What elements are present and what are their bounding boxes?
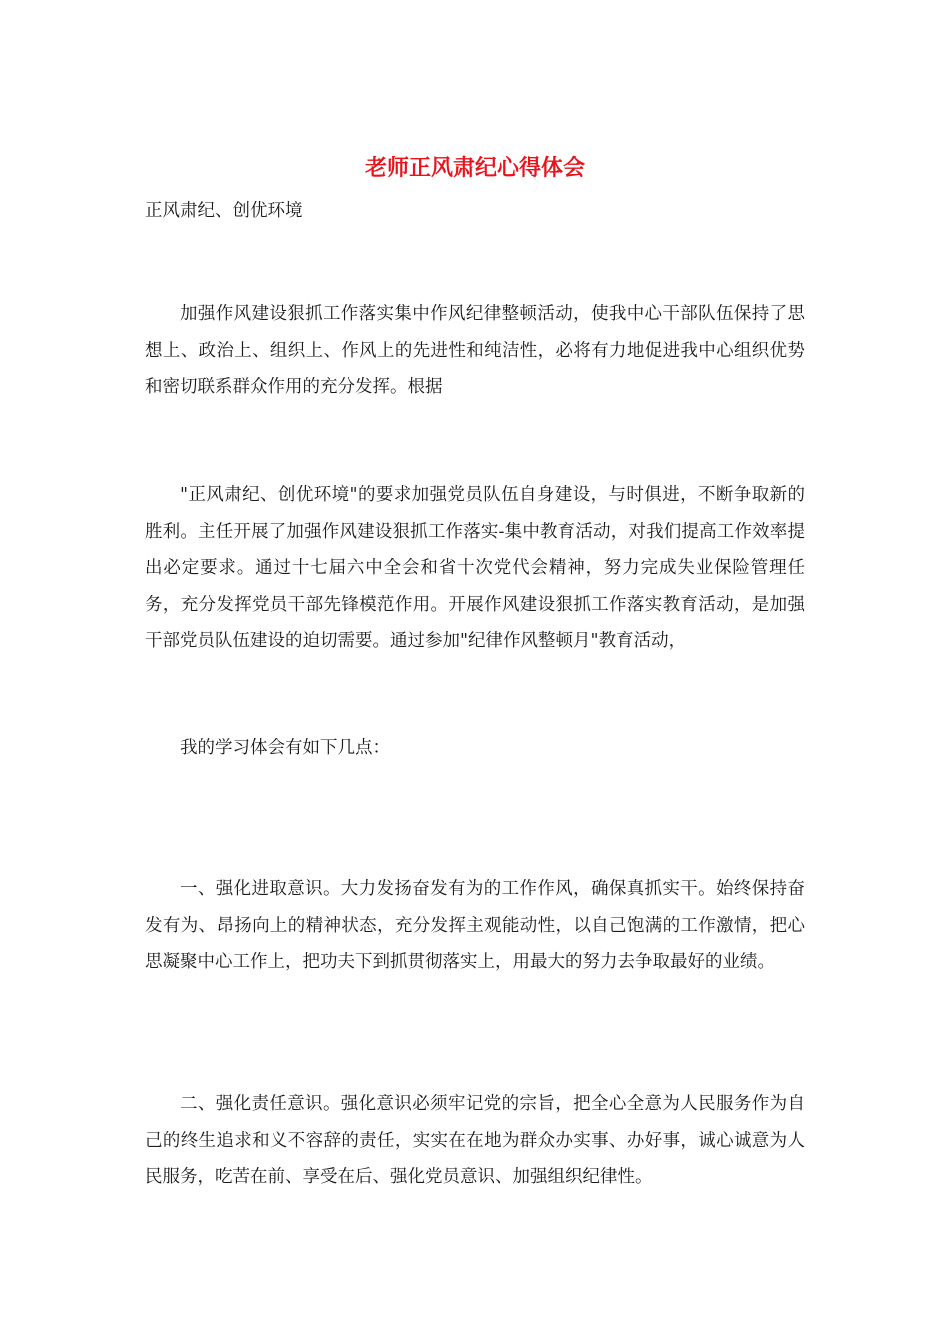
paragraph-requirements: "正风肃纪、创优环境"的要求加强党员队伍自身建设，与时俱进，不断争取新的胜利。主任开展了加强作风建设狠抓工作落实-集中教育活动，对我们提高工作效率提出必定要求。通过十七届六中全会和省十次党代会精神，努力完成失业保险管理任务，充分发挥党员干部先锋模范作用。开展作风建设狠抓工作落实教育活动，是加强干部党员队伍建设的迫切需要。通过参加"纪律作风整顿月"教育活动，: [145, 485, 805, 651]
paragraph-point-one: 一、强化进取意识。大力发扬奋发有为的工作作风，确保真抓实干。始终保持奋发有为、昂扬向上的精神状态，充分发挥主观能动性，以自己饱满的工作激情，把心思凝聚中心工作上，把功夫下到抓贯彻落实上，用最大的努力去争取最好的业绩。: [145, 879, 805, 972]
paragraph-point-two: 二、强化责任意识。强化意识必须牢记党的宗旨，把全心全意为人民服务作为自己的终生追求和义不容辞的责任，实实在在地为群众办实事、办好事，诚心诚意为人民服务，吃苦在前、享受在后、强化党员意识、加强组织纪律性。: [145, 1094, 805, 1187]
paragraph-lead-in: 我的学习体会有如下几点：: [180, 738, 390, 758]
document-subtitle: 正风肃纪、创优环境: [145, 201, 303, 221]
paragraph-intro: 加强作风建设狠抓工作落实集中作风纪律整顿活动，使我中心干部队伍保持了思想上、政治上、组织上、作风上的先进性和纯洁性，必将有力地促进我中心组织优势和密切联系群众作用的充分发挥。根据: [145, 304, 805, 397]
document-title: 老师正风肃纪心得体会: [364, 155, 585, 181]
